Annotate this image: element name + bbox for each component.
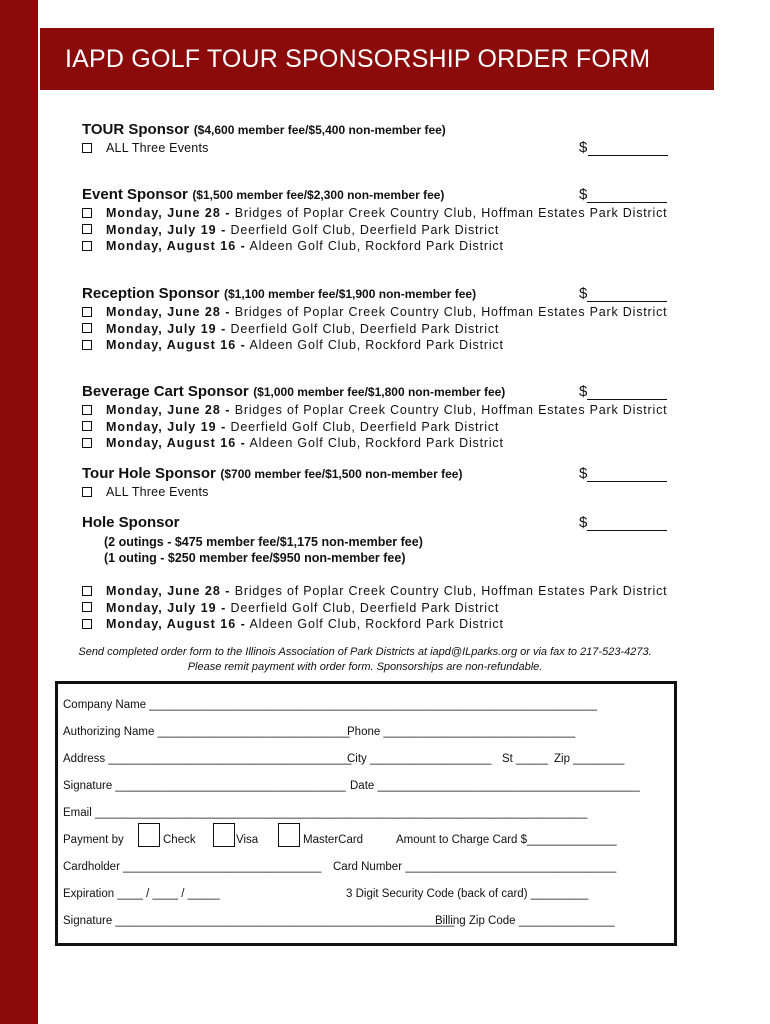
checkbox[interactable] [82,586,92,596]
payment-by-label: Payment by [63,834,124,846]
amount-field[interactable]: $ [579,514,667,531]
checkbox[interactable] [82,487,92,497]
checkbox[interactable] [82,224,92,234]
amount-charge-field[interactable]: Amount to Charge Card $______________ [396,834,617,846]
event-row: Monday, August 16 - Aldeen Golf Club, Rockford Park District [82,239,712,256]
checkbox[interactable] [82,208,92,218]
amount-field[interactable]: $ [579,139,668,156]
section-event-sponsor [82,186,712,256]
amount-field[interactable]: $ [579,465,667,482]
checkbox[interactable] [82,619,92,629]
section-hole-sponsor [82,514,712,634]
card-number-field[interactable]: Card Number _________________________________ [333,861,617,873]
section-tour-sponsor [82,121,712,159]
amount-field[interactable]: $ [579,383,667,400]
section-title: Reception Sponsor [82,285,220,302]
event-row: Monday, June 28 - Bridges of Poplar Creek Country Club, Hoffman Estates Park District [82,403,712,420]
option-label: ALL Three Events [106,141,209,155]
billing-zip-field[interactable]: Billing Zip Code _______________ [435,915,615,927]
zip-field[interactable]: Zip ________ [554,753,625,765]
event-row: Monday, July 19 - Deerfield Golf Club, Deerfield Park District [82,420,712,437]
email-field[interactable]: Email _____________________________________________________________________________ [63,807,588,819]
section-tour-hole-sponsor [82,465,712,502]
event-row: Monday, August 16 - Aldeen Golf Club, Rockford Park District [82,436,712,453]
authorizing-name-field[interactable]: Authorizing Name ______________________________ [63,726,350,738]
section-title: Tour Hole Sponsor [82,465,216,482]
hole-fee-notes: (2 outings - $475 member fee/$1,175 non-member fee) (1 outing - $250 member fee/$950 non-member fee) [104,535,423,565]
event-row: Monday, June 28 - Bridges of Poplar Creek Country Club, Hoffman Estates Park District [82,305,712,322]
option-label: ALL Three Events [106,485,209,499]
date-field[interactable]: Date _________________________________________ [350,780,640,792]
page-title [40,28,714,90]
section-fee: ($700 member fee/$1,500 non-member fee) [220,467,463,481]
section-reception-sponsor [82,285,712,355]
event-row: Monday, July 19 - Deerfield Golf Club, Deerfield Park District [82,322,712,339]
phone-field[interactable]: Phone ______________________________ [347,726,576,738]
checkbox[interactable] [82,340,92,350]
mastercard-label: MasterCard [303,834,364,846]
address-field[interactable]: Address ______________________________________ [63,753,352,765]
section-title: TOUR Sponsor [82,121,190,138]
section-title: Beverage Cart Sponsor [82,383,249,400]
checkbox[interactable] [82,438,92,448]
section-title: Event Sponsor [82,186,188,203]
checkbox[interactable] [82,143,92,153]
checkbox[interactable] [82,421,92,431]
page-title-text: IAPD GOLF TOUR SPONSORSHIP ORDER FORM [65,44,651,73]
submission-instructions: Send completed order form to the Illinois Association of Park Districts at iapd@ILparks.org or via fax to 217-523-4273. Please remit payment with order form. Sponsorships are non-refundable. [78,646,652,673]
event-row: Monday, June 28 - Bridges of Poplar Creek Country Club, Hoffman Estates Park District [82,206,712,223]
checkbox[interactable] [82,307,92,317]
section-fee: ($4,600 member fee/$5,400 non-member fee) [193,123,446,137]
check-label: Check [163,834,196,846]
section-fee: ($1,500 member fee/$2,300 non-member fee) [192,188,445,202]
section-fee: ($1,100 member fee/$1,900 non-member fee) [223,287,477,301]
cardholder-field[interactable]: Cardholder _______________________________ [63,861,322,873]
checkbox[interactable] [82,602,92,612]
event-row: Monday, July 19 - Deerfield Golf Club, Deerfield Park District [82,601,712,618]
security-code-field[interactable]: 3 Digit Security Code (back of card) _________ [346,888,589,900]
checkbox[interactable] [82,323,92,333]
city-field[interactable]: City ___________________ [347,753,492,765]
checkbox[interactable] [82,405,92,415]
expiration-field[interactable]: Expiration ____ / ____ / _____ [63,888,220,900]
event-row: Monday, June 28 - Bridges of Poplar Creek Country Club, Hoffman Estates Park District [82,584,712,601]
check-checkbox[interactable] [138,823,160,847]
event-row: Monday, August 16 - Aldeen Golf Club, Rockford Park District [82,338,712,355]
billing-signature-field[interactable]: Signature _____________________________________________________ [63,915,455,927]
event-row: Monday, July 19 - Deerfield Golf Club, Deerfield Park District [82,223,712,240]
section-title: Hole Sponsor [82,514,180,531]
state-field[interactable]: St _____ [502,753,549,765]
order-details-form [55,681,677,946]
amount-field[interactable]: $ [579,186,667,203]
visa-checkbox[interactable] [213,823,235,847]
event-row: Monday, August 16 - Aldeen Golf Club, Rockford Park District [82,617,712,634]
section-beverage-cart-sponsor [82,383,712,453]
section-fee: ($1,000 member fee/$1,800 non-member fee) [253,385,506,399]
side-accent-bar [0,0,38,1024]
mastercard-checkbox[interactable] [278,823,300,847]
signature-field[interactable]: Signature ____________________________________ [63,780,346,792]
checkbox[interactable] [82,241,92,251]
visa-label: Visa [236,834,259,846]
company-name-field[interactable]: Company Name ______________________________________________________________________ [63,699,597,711]
amount-field[interactable]: $ [579,285,667,302]
